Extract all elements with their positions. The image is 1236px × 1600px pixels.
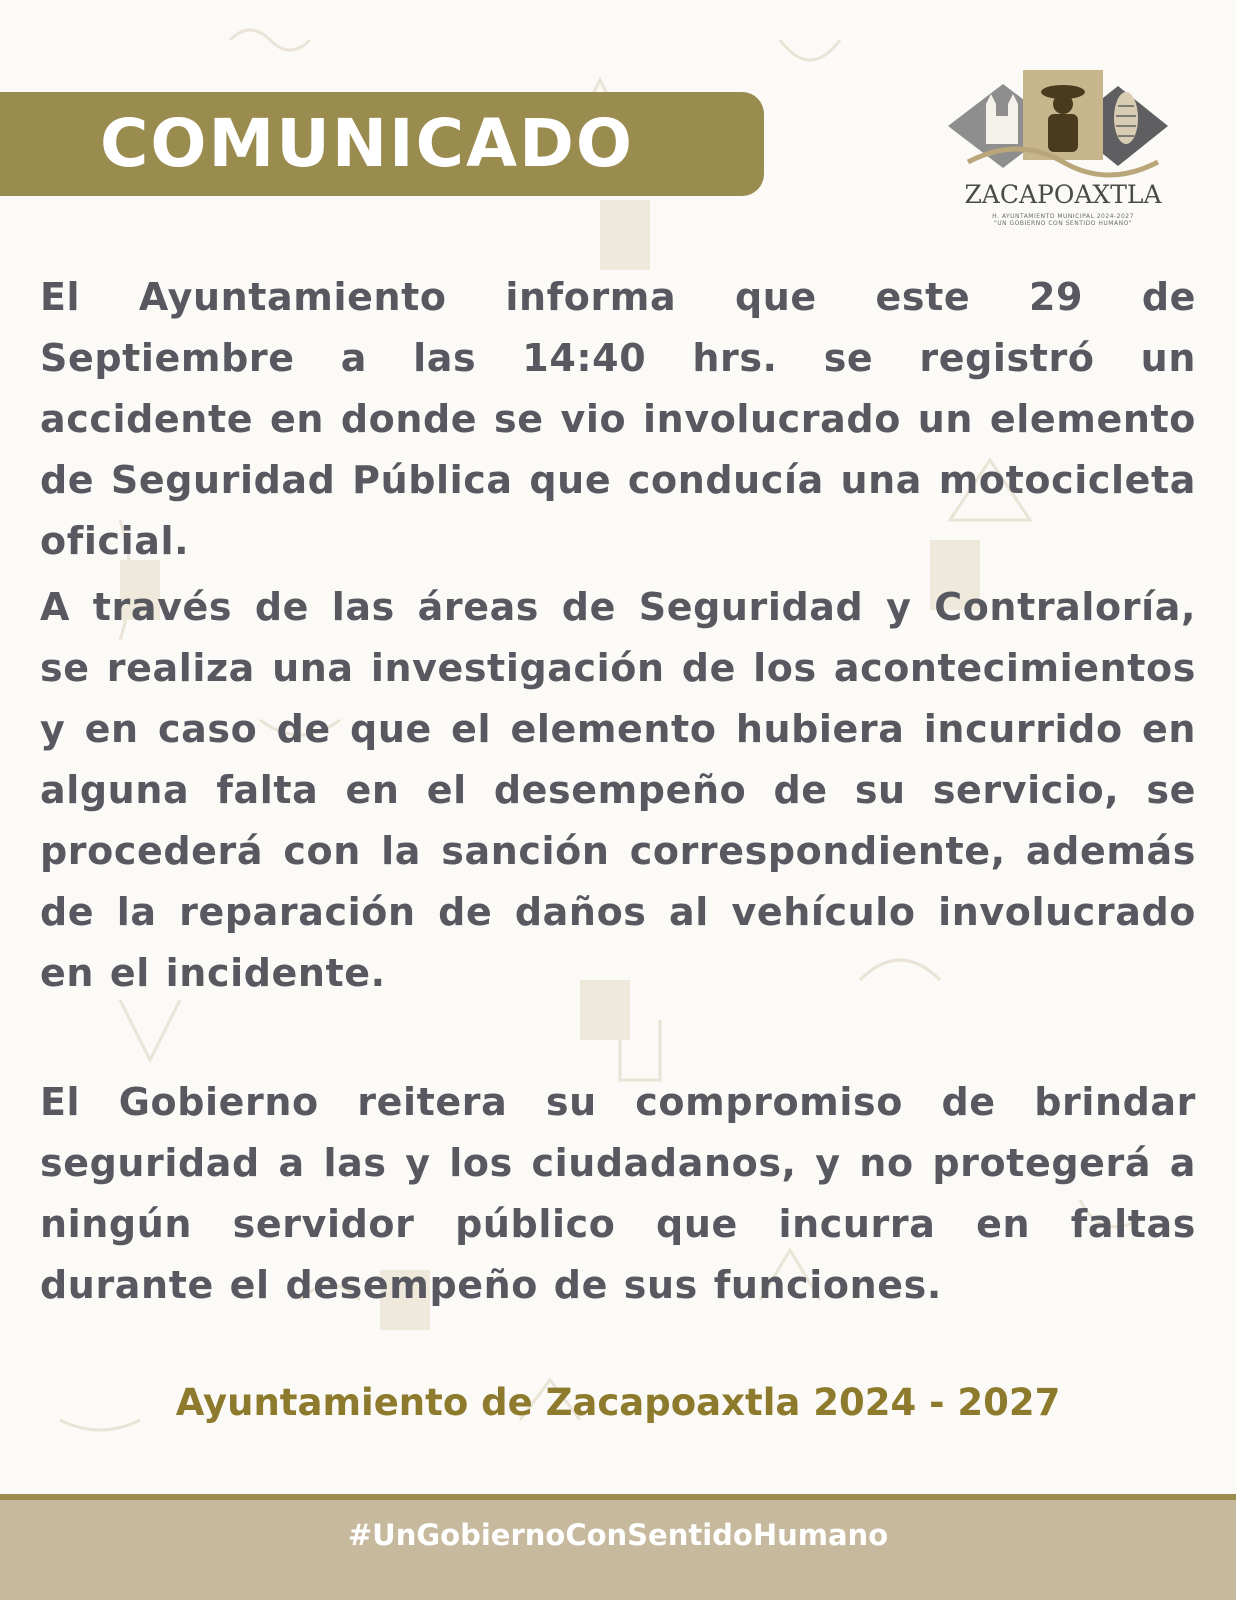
- logo-subtitle-line-1: H. AYUNTAMIENTO MUNICIPAL 2024-2027: [992, 213, 1134, 220]
- footer-divider: [0, 1494, 1236, 1500]
- paragraph-3: El Gobierno reitera su compromiso de brindar seguridad a las y los ciudadanos, y no protegerá a ningún servidor público que incurra en faltas durante el desempeño de sus funciones.: [40, 1080, 1196, 1307]
- zacapoaxtla-logo: [948, 66, 1178, 236]
- signature: Ayuntamiento de Zacapoaxtla 2024 - 2027: [175, 1381, 1061, 1424]
- paragraph-1: El Ayuntamiento informa que este 29 de Septiembre a las 14:40 hrs. se registró un accidente en donde se vio involucrado un elemento de Seguridad Pública que conducía una motocicleta oficial.: [40, 275, 1196, 563]
- paragraph-2: A través de las áreas de Seguridad y Contraloría, se realiza una investigación de los acontecimientos y en caso de que el elemento hubiera incurrido en alguna falta en el desempeño de su servicio, se procederá con la sanción correspondiente, además de la reparación de daños al vehículo involucrado en el incidente.: [40, 585, 1196, 995]
- banner-title: COMUNICADO: [100, 105, 635, 182]
- logo-name: ZACAPOAXTLA: [964, 180, 1162, 209]
- footer-hashtag: #UnGobiernoConSentidoHumano: [347, 1518, 889, 1552]
- logo-subtitle: [960, 213, 1166, 227]
- logo-subtitle-line-2: "UN GOBIERNO CON SENTIDO HUMANO": [993, 220, 1133, 227]
